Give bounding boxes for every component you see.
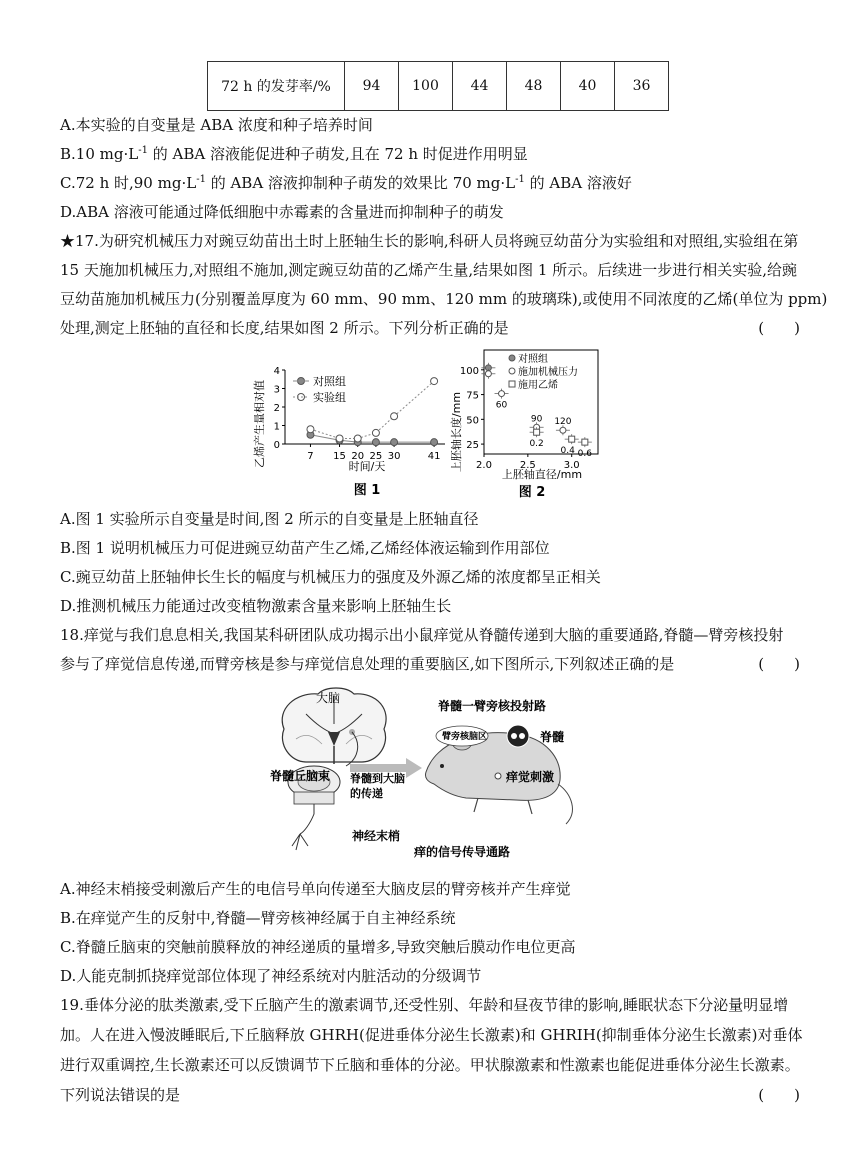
fig2-point-pressure [499, 391, 505, 397]
q17-answer-bracket: ( ) [758, 319, 800, 337]
spinal-cord-icon-detail [511, 733, 517, 739]
itch-stimulus-marker [495, 773, 501, 779]
fig2-point-label: 0.6 [577, 449, 593, 460]
itch-pathway-figure [266, 684, 596, 864]
fig1-legend-control: 对照组 [313, 375, 346, 388]
fig2-legend-control-marker [509, 355, 515, 361]
fig2-ylabel: 上胚轴长度/mm [450, 391, 463, 473]
spinothalamic-tract-label: 脊髓丘脑束 [270, 769, 331, 783]
fig2-point-label: 90 [530, 414, 543, 425]
q16-b-text: B.10 mg·L [60, 145, 139, 163]
fig1-ytick-label: 4 [273, 366, 280, 377]
table-cell: 40 [561, 62, 615, 111]
q18-stem-2: 参与了痒觉信息传递,而臂旁核是参与痒觉信息处理的重要脑区,如下图所示,下列叙述正确的是 [60, 655, 675, 673]
q16-option-d: D.ABA 溶液可能通过降低细胞中赤霉素的含量进而抑制种子的萌发 [60, 203, 504, 221]
spinal-cord-icon [507, 725, 529, 747]
fig1-caption: 图 1 [353, 483, 381, 498]
q16-b-text-2: 的 ABA 溶液能促进种子萌发,且在 72 h 时促进作用明显 [147, 145, 528, 163]
q16-c-sup: -1 [196, 174, 206, 185]
table-row-label: 72 h 的发芽率/% [208, 62, 345, 111]
parabrachial-region-label: 臂旁核脑区 [442, 732, 488, 742]
q17-stem-3: 豆幼苗施加机械压力(分别覆盖厚度为 60 mm、90 mm、120 mm 的玻璃珠),或使用不同浓度的乙烯(单位为 ppm) [60, 290, 828, 308]
fig2-xtick-label: 2.0 [476, 460, 492, 471]
fig2-ytick-label: 25 [466, 440, 479, 452]
fig1-series-line-experiment [310, 381, 434, 438]
fig2-point-label: 0.4 [560, 446, 575, 457]
fig1-ytick-label: 2 [273, 403, 280, 414]
fig1-legend-experiment: 实验组 [313, 391, 346, 404]
nerve-ending-branches [292, 834, 308, 850]
fig1-xtick-label: 25 [369, 451, 383, 462]
q18-option-d: D.人能克制抓挠痒觉部位体现了神经系统对内脏活动的分级调节 [60, 967, 482, 985]
q16-c-text-2: 的 ABA 溶液抑制种子萌发的效果比 70 mg·L [205, 174, 516, 192]
spinal-cord-icon-detail-2 [519, 733, 525, 739]
q19-stem-2: 加。人在进入慢波睡眠后,下丘脑释放 GHRH(促进垂体分泌生长激素)和 GHRIH(抑制垂体分泌生长激素)对垂体 [60, 1026, 803, 1044]
q17-stem-2: 15 天施加机械压力,对照组不施加,测定豌豆幼苗的乙烯产生量,结果如图 1 所示。后续进一步进行相关实验,给豌 [60, 261, 798, 279]
fig1-ytick-label: 1 [273, 421, 280, 433]
fig2-xtick-label: 3.0 [563, 460, 580, 471]
q18-option-a: A.神经末梢接受刺激后产生的电信号单向传递至大脑皮层的臂旁核并产生痒觉 [60, 880, 571, 898]
q17-option-d: D.推测机械压力能通过改变植物激素含量来影响上胚轴生长 [60, 597, 452, 615]
germination-rate-table [207, 61, 669, 111]
q17-stem-1: ★17.为研究机械压力对豌豆幼苗出土时上胚轴生长的影响,科研人员将豌豆幼苗分为实验组和对照组,实验组在第 [60, 232, 799, 250]
fig1-point-experiment [307, 426, 314, 433]
fig2-point-label: 0.2 [529, 439, 544, 450]
q18-option-c: C.脊髓丘脑束的突触前膜释放的神经递质的量增多,导致突触后膜动作电位更高 [60, 938, 576, 956]
q16-c-sup-2: -1 [515, 174, 525, 185]
fig2-point-label: 60 [495, 400, 508, 411]
fig1-xtick-label: 30 [387, 451, 401, 462]
q16-option-a: A.本实验的自变量是 ABA 浓度和种子培养时间 [60, 116, 373, 134]
fig2-xtick-label: 2.5 [519, 460, 536, 471]
fig1-xtick-label: 15 [333, 451, 346, 462]
spinal-cord-label: 脊髓 [540, 730, 565, 744]
fig2-legend-ethylene: 施用乙烯 [518, 380, 558, 391]
fig1-ylabel: 乙烯产生量相对值 [253, 380, 266, 468]
q18-option-b: B.在痒觉产生的反射中,脊髓—臂旁核神经属于自主神经系统 [60, 909, 456, 927]
q18-stem-1: 18.痒觉与我们息息相关,我国某科研团队成功揭示出小鼠痒觉从脊髓传递到大脑的重要通路,脊髓—臂旁核投射 [60, 626, 784, 644]
fig2-legend-control: 对照组 [518, 354, 548, 365]
fig2-xlabel: 上胚轴直径/mm [501, 468, 583, 481]
q16-c-text: C.72 h 时,90 mg·L [60, 174, 197, 192]
pathway-caption: 痒的信号传导通路 [414, 845, 511, 859]
fig2-point-ethylene [534, 429, 540, 435]
fig1-point-control [431, 439, 438, 446]
projection-pathway-label: 脊髓一臂旁核投射路 [438, 699, 547, 713]
fig1-ytick-label: 3 [273, 384, 280, 396]
q17-stem-4: 处理,测定上胚轴的直径和长度,结果如图 2 所示。下列分析正确的是 [60, 319, 509, 337]
brain-label: 大脑 [316, 691, 341, 705]
fig2-point-pressure [560, 427, 566, 433]
fig2-point-ethylene [582, 439, 588, 445]
figure-2-scatter-chart [450, 346, 610, 502]
figure-1-line-chart [255, 352, 450, 502]
q16-b-sup: -1 [138, 145, 148, 156]
fig1-point-control [391, 439, 398, 446]
q17-option-b: B.图 1 说明机械压力可促进豌豆幼苗产生乙烯,乙烯经体液运输到作用部位 [60, 539, 550, 557]
fig2-ytick-label: 50 [466, 415, 479, 427]
fig1-xtick-label: 41 [427, 451, 441, 462]
fig2-legend-pressure-marker [509, 368, 515, 374]
fig1-point-experiment [431, 378, 438, 385]
fig2-ytick-label: 75 [466, 390, 479, 402]
transfer-label-1: 脊髓到大脑 [350, 772, 405, 785]
fig1-point-control [372, 439, 379, 446]
fig1-point-experiment [391, 413, 398, 420]
fig2-legend-pressure: 施加机械压力 [518, 367, 578, 378]
table-cell: 94 [345, 62, 399, 111]
fig1-xlabel: 时间/天 [348, 460, 386, 473]
table-cell: 100 [399, 62, 453, 111]
fig2-caption: 图 2 [518, 485, 546, 500]
fig2-point-pressure [485, 371, 491, 377]
q18-answer-bracket: ( ) [758, 655, 800, 673]
q17-option-c: C.豌豆幼苗上胚轴伸长生长的幅度与机械压力的强度及外源乙烯的浓度都呈正相关 [60, 568, 601, 586]
nerve-ending-label: 神经末梢 [352, 829, 401, 843]
sensory-nerve-line [300, 804, 314, 834]
fig1-ytick-label: 0 [273, 440, 280, 451]
q19-answer-bracket: ( ) [758, 1086, 800, 1104]
transfer-label-2: 的传递 [350, 787, 383, 800]
table-cell: 48 [507, 62, 561, 111]
itch-stimulus-label: 痒觉刺激 [506, 770, 555, 784]
fig1-xtick-label: 7 [307, 451, 314, 462]
fig1-xtick-label: 20 [351, 451, 365, 462]
q17-option-a: A.图 1 实验所示自变量是时间,图 2 所示的自变量是上胚轴直径 [60, 510, 479, 528]
table-cell: 44 [453, 62, 507, 111]
fig1-point-experiment [372, 429, 379, 436]
fig2-legend-ethylene-marker [509, 381, 515, 387]
q19-stem-4: 下列说法错误的是 [60, 1086, 181, 1104]
fig1-point-experiment [336, 435, 343, 442]
table-cell: 36 [615, 62, 669, 111]
q16-option-c [60, 172, 632, 194]
table-row [208, 62, 669, 111]
q19-stem-1: 19.垂体分泌的肽类激素,受下丘脑产生的激素调节,还受性别、年龄和昼夜节律的影响,睡眠状态下分泌量明显增 [60, 996, 789, 1014]
q16-option-b [60, 143, 528, 165]
fig2-ytick-label: 100 [459, 365, 479, 377]
q16-c-text-3: 的 ABA 溶液好 [524, 174, 632, 192]
q19-stem-3: 进行双重调控,生长激素还可以反馈调节下丘脑和垂体的分泌。甲状腺激素和性激素也能促进垂体分泌生长激素。 [60, 1056, 800, 1074]
fig2-point-ethylene [569, 436, 575, 442]
fig2-point-label: 120 [554, 417, 572, 428]
fig1-point-experiment [354, 435, 361, 442]
